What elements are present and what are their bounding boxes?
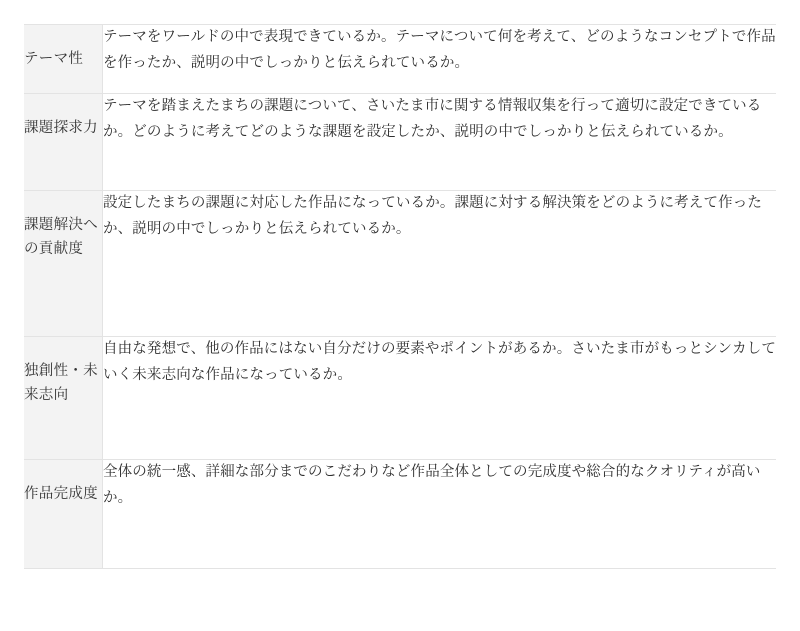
criteria-description: テーマを踏まえたまちの課題について、さいたま市に関する情報収集を行って適切に設定できているか。どのように考えてどのような課題を設定したか、説明の中でしっかりと伝えられているか。 bbox=[103, 98, 762, 140]
criteria-label: 独創性・未来志向 bbox=[24, 363, 98, 403]
table-row bbox=[24, 191, 776, 337]
criteria-description-cell bbox=[103, 94, 777, 191]
table-body bbox=[24, 25, 776, 569]
criteria-description: 全体の統一感、詳細な部分までのこだわりなど作品全体としての完成度や総合的なクオリティが高いか。 bbox=[103, 464, 761, 506]
criteria-description: テーマをワールドの中で表現できているか。テーマについて何を考えて、どのようなコンセプトで作品を作ったか、説明の中でしっかりと伝えられているか。 bbox=[103, 29, 776, 71]
criteria-label-cell bbox=[24, 460, 103, 569]
criteria-label: 課題解決への貢献度 bbox=[24, 217, 98, 257]
criteria-description-cell bbox=[103, 25, 777, 94]
criteria-description: 設定したまちの課題に対応した作品になっているか。課題に対する解決策をどのように考えて作ったか、説明の中でしっかりと伝えられているか。 bbox=[103, 195, 763, 237]
criteria-label: 課題探求力 bbox=[24, 120, 98, 137]
criteria-description-cell bbox=[103, 337, 777, 460]
criteria-description-cell bbox=[103, 191, 777, 337]
evaluation-criteria-table bbox=[24, 24, 776, 569]
criteria-description-cell bbox=[103, 460, 777, 569]
criteria-label-cell bbox=[24, 337, 103, 460]
criteria-description: 自由な発想で、他の作品にはない自分だけの要素やポイントがあるか。さいたま市がもっとシンカしていく未来志向な作品になっているか。 bbox=[103, 341, 777, 383]
table-row bbox=[24, 460, 776, 569]
criteria-label: 作品完成度 bbox=[24, 486, 98, 503]
criteria-label-cell bbox=[24, 191, 103, 337]
table-row bbox=[24, 94, 776, 191]
table-row bbox=[24, 25, 776, 94]
criteria-label: テーマ性 bbox=[24, 51, 84, 68]
criteria-label-cell bbox=[24, 94, 103, 191]
table-row bbox=[24, 337, 776, 460]
criteria-label-cell bbox=[24, 25, 103, 94]
